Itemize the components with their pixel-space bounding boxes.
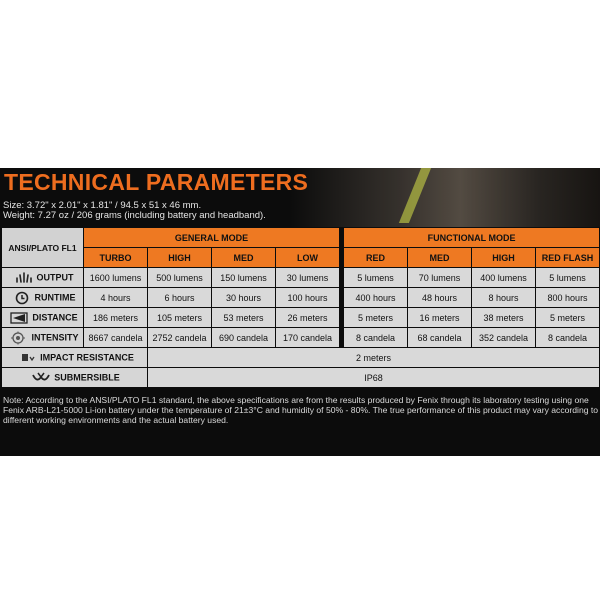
- beam-distance-icon: [9, 311, 29, 325]
- table-cell: 352 candela: [472, 328, 536, 348]
- table-cell: 26 meters: [276, 308, 340, 328]
- table-cell: 400 hours: [344, 288, 408, 308]
- row-label-intensity: INTENSITY: [31, 331, 79, 342]
- table-cell: 68 candela: [408, 328, 472, 348]
- page-title: TECHNICAL PARAMETERS: [4, 169, 309, 195]
- table-cell: 30 lumens: [276, 268, 340, 288]
- mode-header-med: MED: [212, 248, 276, 268]
- size-spec: Size: 3.72" x 2.01" x 1.81" / 94.5 x 51 x 46 mm.: [3, 200, 202, 211]
- mode-header-high: HIGH: [148, 248, 212, 268]
- table-row-distance: [2, 308, 600, 328]
- table-cell: 70 lumens: [408, 268, 472, 288]
- intensity-icon: [8, 331, 28, 345]
- table-row-runtime: [2, 288, 600, 308]
- impact-icon: [17, 351, 37, 365]
- table-cell: 48 hours: [408, 288, 472, 308]
- table-cell: 53 meters: [212, 308, 276, 328]
- table-cell: 150 lumens: [212, 268, 276, 288]
- row-label-distance: DISTANCE: [32, 311, 78, 322]
- table-cell: 6 hours: [148, 288, 212, 308]
- mode-header-low: LOW: [276, 248, 340, 268]
- mode-header-turbo: TURBO: [84, 248, 148, 268]
- row-label-submersible: SUBMERSIBLE: [54, 371, 120, 382]
- technical-parameters-panel: [0, 168, 600, 456]
- functional-mode-header: FUNCTIONAL MODE: [344, 228, 600, 248]
- table-cell: 5 meters: [344, 308, 408, 328]
- mode-header-functional-high: HIGH: [472, 248, 536, 268]
- sun-rays-icon: [14, 271, 34, 285]
- table-row-output: [2, 268, 600, 288]
- table-cell: 5 meters: [536, 308, 600, 328]
- table-cell: 38 meters: [472, 308, 536, 328]
- mode-header-functional-med: MED: [408, 248, 472, 268]
- submersible-value: IP68: [148, 368, 600, 388]
- general-mode-header: GENERAL MODE: [84, 228, 340, 248]
- table-row-impact: [2, 348, 600, 368]
- parameters-table: [1, 227, 600, 388]
- table-cell: 400 lumens: [472, 268, 536, 288]
- table-cell: 2752 candela: [148, 328, 212, 348]
- row-label-output: OUTPUT: [36, 271, 74, 282]
- table-row-submersible: [2, 368, 600, 388]
- table-cell: 170 candela: [276, 328, 340, 348]
- table-cell: 690 candela: [212, 328, 276, 348]
- weight-spec: Weight: 7.27 oz / 206 grams (including battery and headband).: [3, 210, 266, 221]
- table-cell: 4 hours: [84, 288, 148, 308]
- footnote: Note: According to the ANSI/PLATO FL1 standard, the above specifications are from the results produced by Fenix through its laboratory testing using one Fenix ARB-L21-5000 Li-ion battery under the temperature of 21±3°C and humidity of 50% - 80%. The true performance of this product may vary according to different working environments and the actual battery used.: [3, 395, 599, 425]
- table-cell: 8667 candela: [84, 328, 148, 348]
- table-cell: 186 meters: [84, 308, 148, 328]
- table-cell: 100 hours: [276, 288, 340, 308]
- table-cell: 8 candela: [344, 328, 408, 348]
- clock-icon: [12, 291, 32, 305]
- table-cell: 8 hours: [472, 288, 536, 308]
- table-row-intensity: [2, 328, 600, 348]
- table-cell: 105 meters: [148, 308, 212, 328]
- mode-header-red: RED: [344, 248, 408, 268]
- table-cell: 30 hours: [212, 288, 276, 308]
- submersible-icon: [31, 371, 51, 385]
- impact-value: 2 meters: [148, 348, 600, 368]
- row-label-runtime: RUNTIME: [34, 291, 76, 302]
- table-cell: 5 lumens: [344, 268, 408, 288]
- table-cell: 800 hours: [536, 288, 600, 308]
- row-label-impact: IMPACT RESISTANCE: [40, 351, 134, 362]
- mode-header-red-flash: RED FLASH: [536, 248, 600, 268]
- table-cell: 1600 lumens: [84, 268, 148, 288]
- table-cell: 8 candela: [536, 328, 600, 348]
- table-cell: 500 lumens: [148, 268, 212, 288]
- table-cell: 5 lumens: [536, 268, 600, 288]
- table-cell: 16 meters: [408, 308, 472, 328]
- standard-header: ANSI/PLATO FL1: [2, 228, 84, 268]
